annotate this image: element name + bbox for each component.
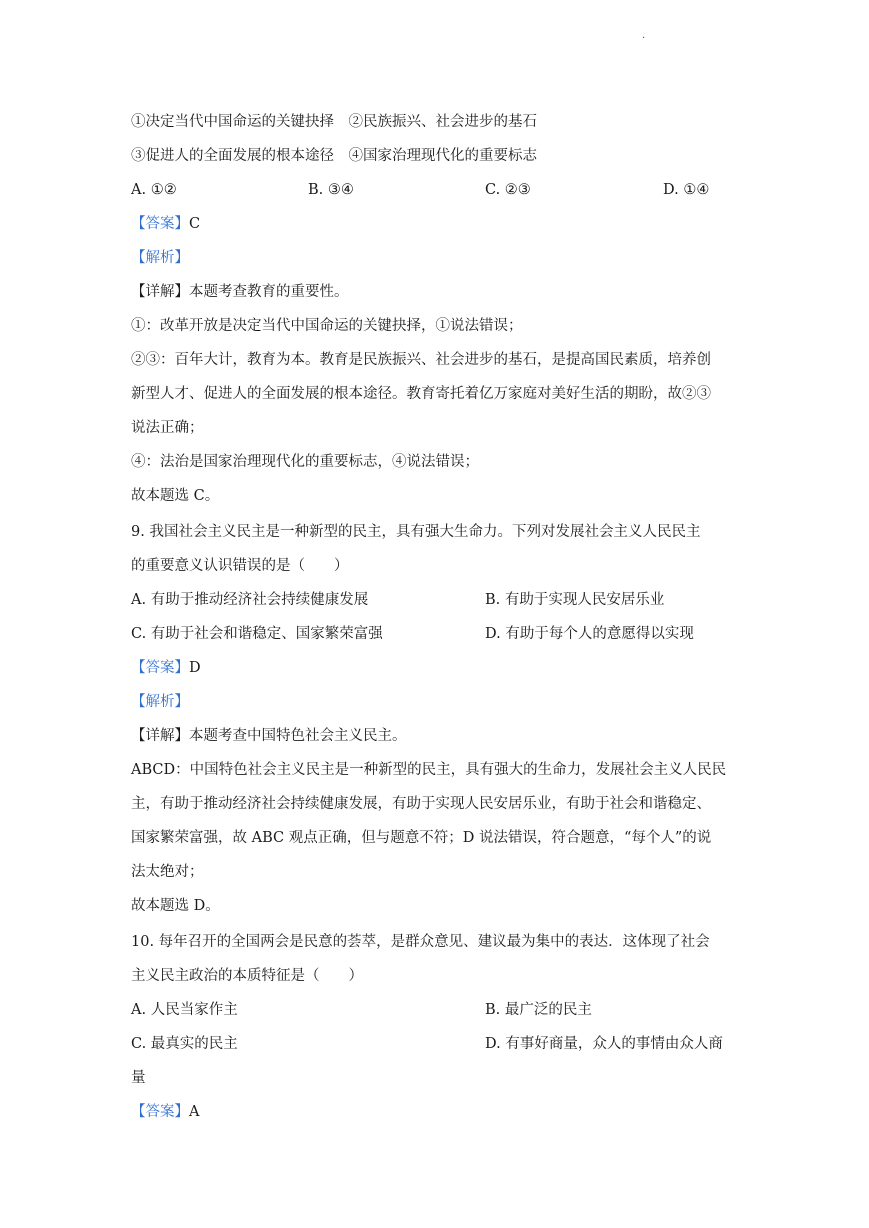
q8-detail-line-6: 故本题选 C。 [131,488,220,504]
q9-option-d: D. 有助于每个人的意愿得以实现 [485,626,694,642]
q8-detail-intro [131,282,349,302]
q10-option-a: A. 人民当家作主 [131,1002,238,1018]
answer-label: 【答案】 [131,660,189,676]
q10-answer [131,1102,199,1122]
page-mark: . [642,30,646,41]
q10-option-d-continuation: 量 [131,1070,146,1086]
q8-option-c: C. ②③ [485,182,531,198]
answer-value: C [189,216,201,232]
q9-detail-line-5: 故本题选 D。 [131,898,220,914]
answer-label: 【答案】 [131,216,189,232]
q10-stem-line-1: 10. 每年召开的全国两会是民意的荟萃，是群众意见、建议最为集中的表达．这体现了社会 [131,934,710,950]
q10-option-b: B. 最广泛的民主 [485,1002,592,1018]
detail-label: 【详解】 [131,728,189,744]
q9-detail-line-1: ABCD：中国特色社会主义民主是一种新型的民主，具有强大的生命力，发展社会主义人民民 [131,762,727,778]
q9-stem-line-1: 9. 我国社会主义民主是一种新型的民主，具有强大生命力。下列对发展社会主义人民民主 [131,524,701,540]
q10-option-d: D. 有事好商量，众人的事情由众人商 [485,1036,723,1052]
q9-detail-intro [131,726,407,746]
q9-detail-line-3: 国家繁荣富强，故 ABC 观点正确，但与题意不符；D 说法错误，符合题意，“每个人”的说 [131,830,712,846]
q8-analysis-heading [131,248,189,268]
q9-detail-line-2: 主，有助于推动经济社会持续健康发展，有助于实现人民安居乐业，有助于社会和谐稳定、 [131,796,711,812]
q8-detail-line-4: 说法正确； [131,420,204,436]
q8-statement-line-2: ③促进人的全面发展的根本途径 ④国家治理现代化的重要标志 [131,148,537,164]
detail-intro-text: 本题考查中国特色社会主义民主。 [189,728,407,744]
detail-label: 【详解】 [131,284,189,300]
q8-statement-line-1: ①决定当代中国命运的关键抉择 ②民族振兴、社会进步的基石 [131,114,537,130]
q9-option-a: A. 有助于推动经济社会持续健康发展 [131,592,369,608]
q8-option-b: B. ③④ [308,182,354,198]
q8-option-d: D. ①④ [663,182,710,198]
answer-value: A [189,1104,200,1120]
q8-option-a: A. ①② [131,182,177,198]
q8-detail-line-2: ②③：百年大计，教育为本。教育是民族振兴、社会进步的基石，是提高国民素质，培养创 [131,352,711,368]
q8-detail-line-3: 新型人才、促进人的全面发展的根本途径。教育寄托着亿万家庭对美好生活的期盼，故②③ [131,386,711,402]
q9-detail-line-4: 法太绝对； [131,864,204,880]
q9-stem-line-2: 的重要意义认识错误的是（ ） [131,558,349,574]
q9-answer [131,658,201,678]
answer-label: 【答案】 [131,1104,189,1120]
q10-stem-line-2: 主义民主政治的本质特征是（ ） [131,968,363,984]
q8-answer [131,214,200,234]
q8-detail-line-1: ①：改革开放是决定当代中国命运的关键抉择，①说法错误； [131,318,523,334]
analysis-label: 【解析】 [131,250,189,266]
q9-option-c: C. 有助于社会和谐稳定、国家繁荣富强 [131,626,383,642]
answer-value: D [189,660,201,676]
q9-option-b: B. 有助于实现人民安居乐业 [485,592,665,608]
detail-intro-text: 本题考查教育的重要性。 [189,284,349,300]
q10-option-c: C. 最真实的民主 [131,1036,238,1052]
q9-analysis-heading [131,692,189,712]
analysis-label: 【解析】 [131,694,189,710]
q8-detail-line-5: ④：法治是国家治理现代化的重要标志，④说法错误； [131,454,479,470]
